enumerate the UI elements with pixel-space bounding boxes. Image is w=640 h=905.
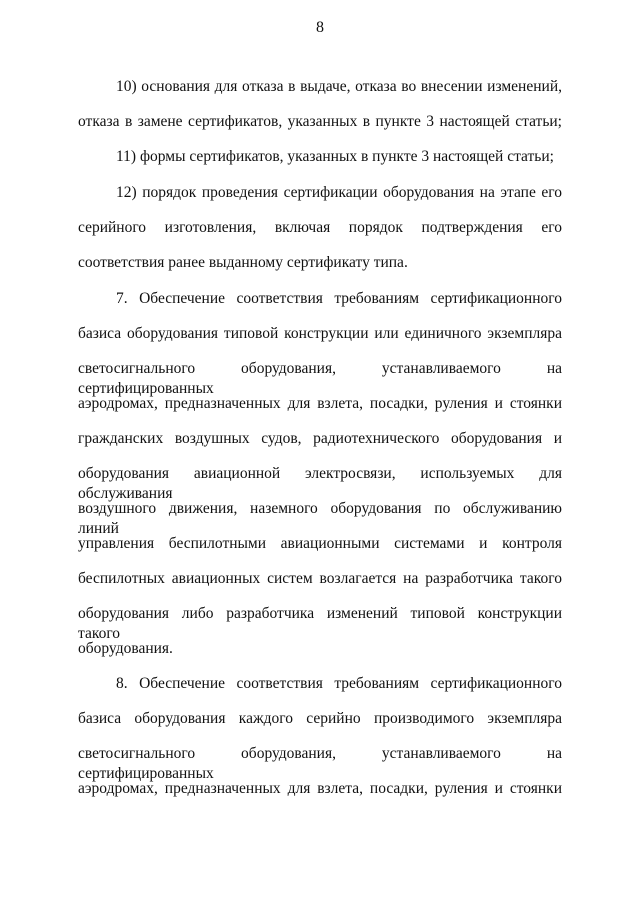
text-line: 7. Обеспечение соответствия требованиям сертификационного: [116, 290, 562, 307]
text-line: оборудования авиационной электросвязи, используемых для обслуживания: [78, 465, 562, 502]
text-line: отказа в замене сертификатов, указанных в пункте 3 настоящей статьи;: [78, 113, 562, 130]
text-line: воздушного движения, наземного оборудования по обслуживанию линий: [78, 500, 562, 537]
text-line: гражданских воздушных судов, радиотехнического оборудования и: [78, 430, 562, 447]
page-number: 8: [316, 19, 324, 36]
text-line: беспилотных авиационных систем возлагается на разработчика такого: [78, 570, 562, 587]
text-line: соответствия ранее выданному сертификату типа.: [78, 254, 408, 271]
text-line: 8. Обеспечение соответствия требованиям сертификационного: [116, 675, 562, 692]
text-line: серийного изготовления, включая порядок подтверждения его: [78, 219, 562, 236]
text-line: оборудования либо разработчика изменений типовой конструкции такого: [78, 605, 562, 642]
text-line: управления беспилотными авиационными системами и контроля: [78, 535, 562, 552]
text-line: 10) основания для отказа в выдаче, отказа во внесении изменений,: [116, 78, 562, 95]
text-line: оборудования.: [78, 640, 173, 657]
text-line: аэродромах, предназначенных для взлета, посадки, руления и стоянки: [78, 780, 562, 797]
text-line: 11) формы сертификатов, указанных в пункте 3 настоящей статьи;: [116, 148, 554, 165]
text-line: аэродромах, предназначенных для взлета, посадки, руления и стоянки: [78, 395, 562, 412]
text-line: 12) порядок проведения сертификации оборудования на этапе его: [116, 184, 562, 201]
text-line: светосигнального оборудования, устанавливаемого на сертифицированных: [78, 745, 562, 782]
text-line: базиса оборудования типовой конструкции или единичного экземпляра: [78, 325, 562, 342]
text-line: светосигнального оборудования, устанавливаемого на сертифицированных: [78, 360, 562, 397]
text-line: базиса оборудования каждого серийно производимого экземпляра: [78, 710, 562, 727]
